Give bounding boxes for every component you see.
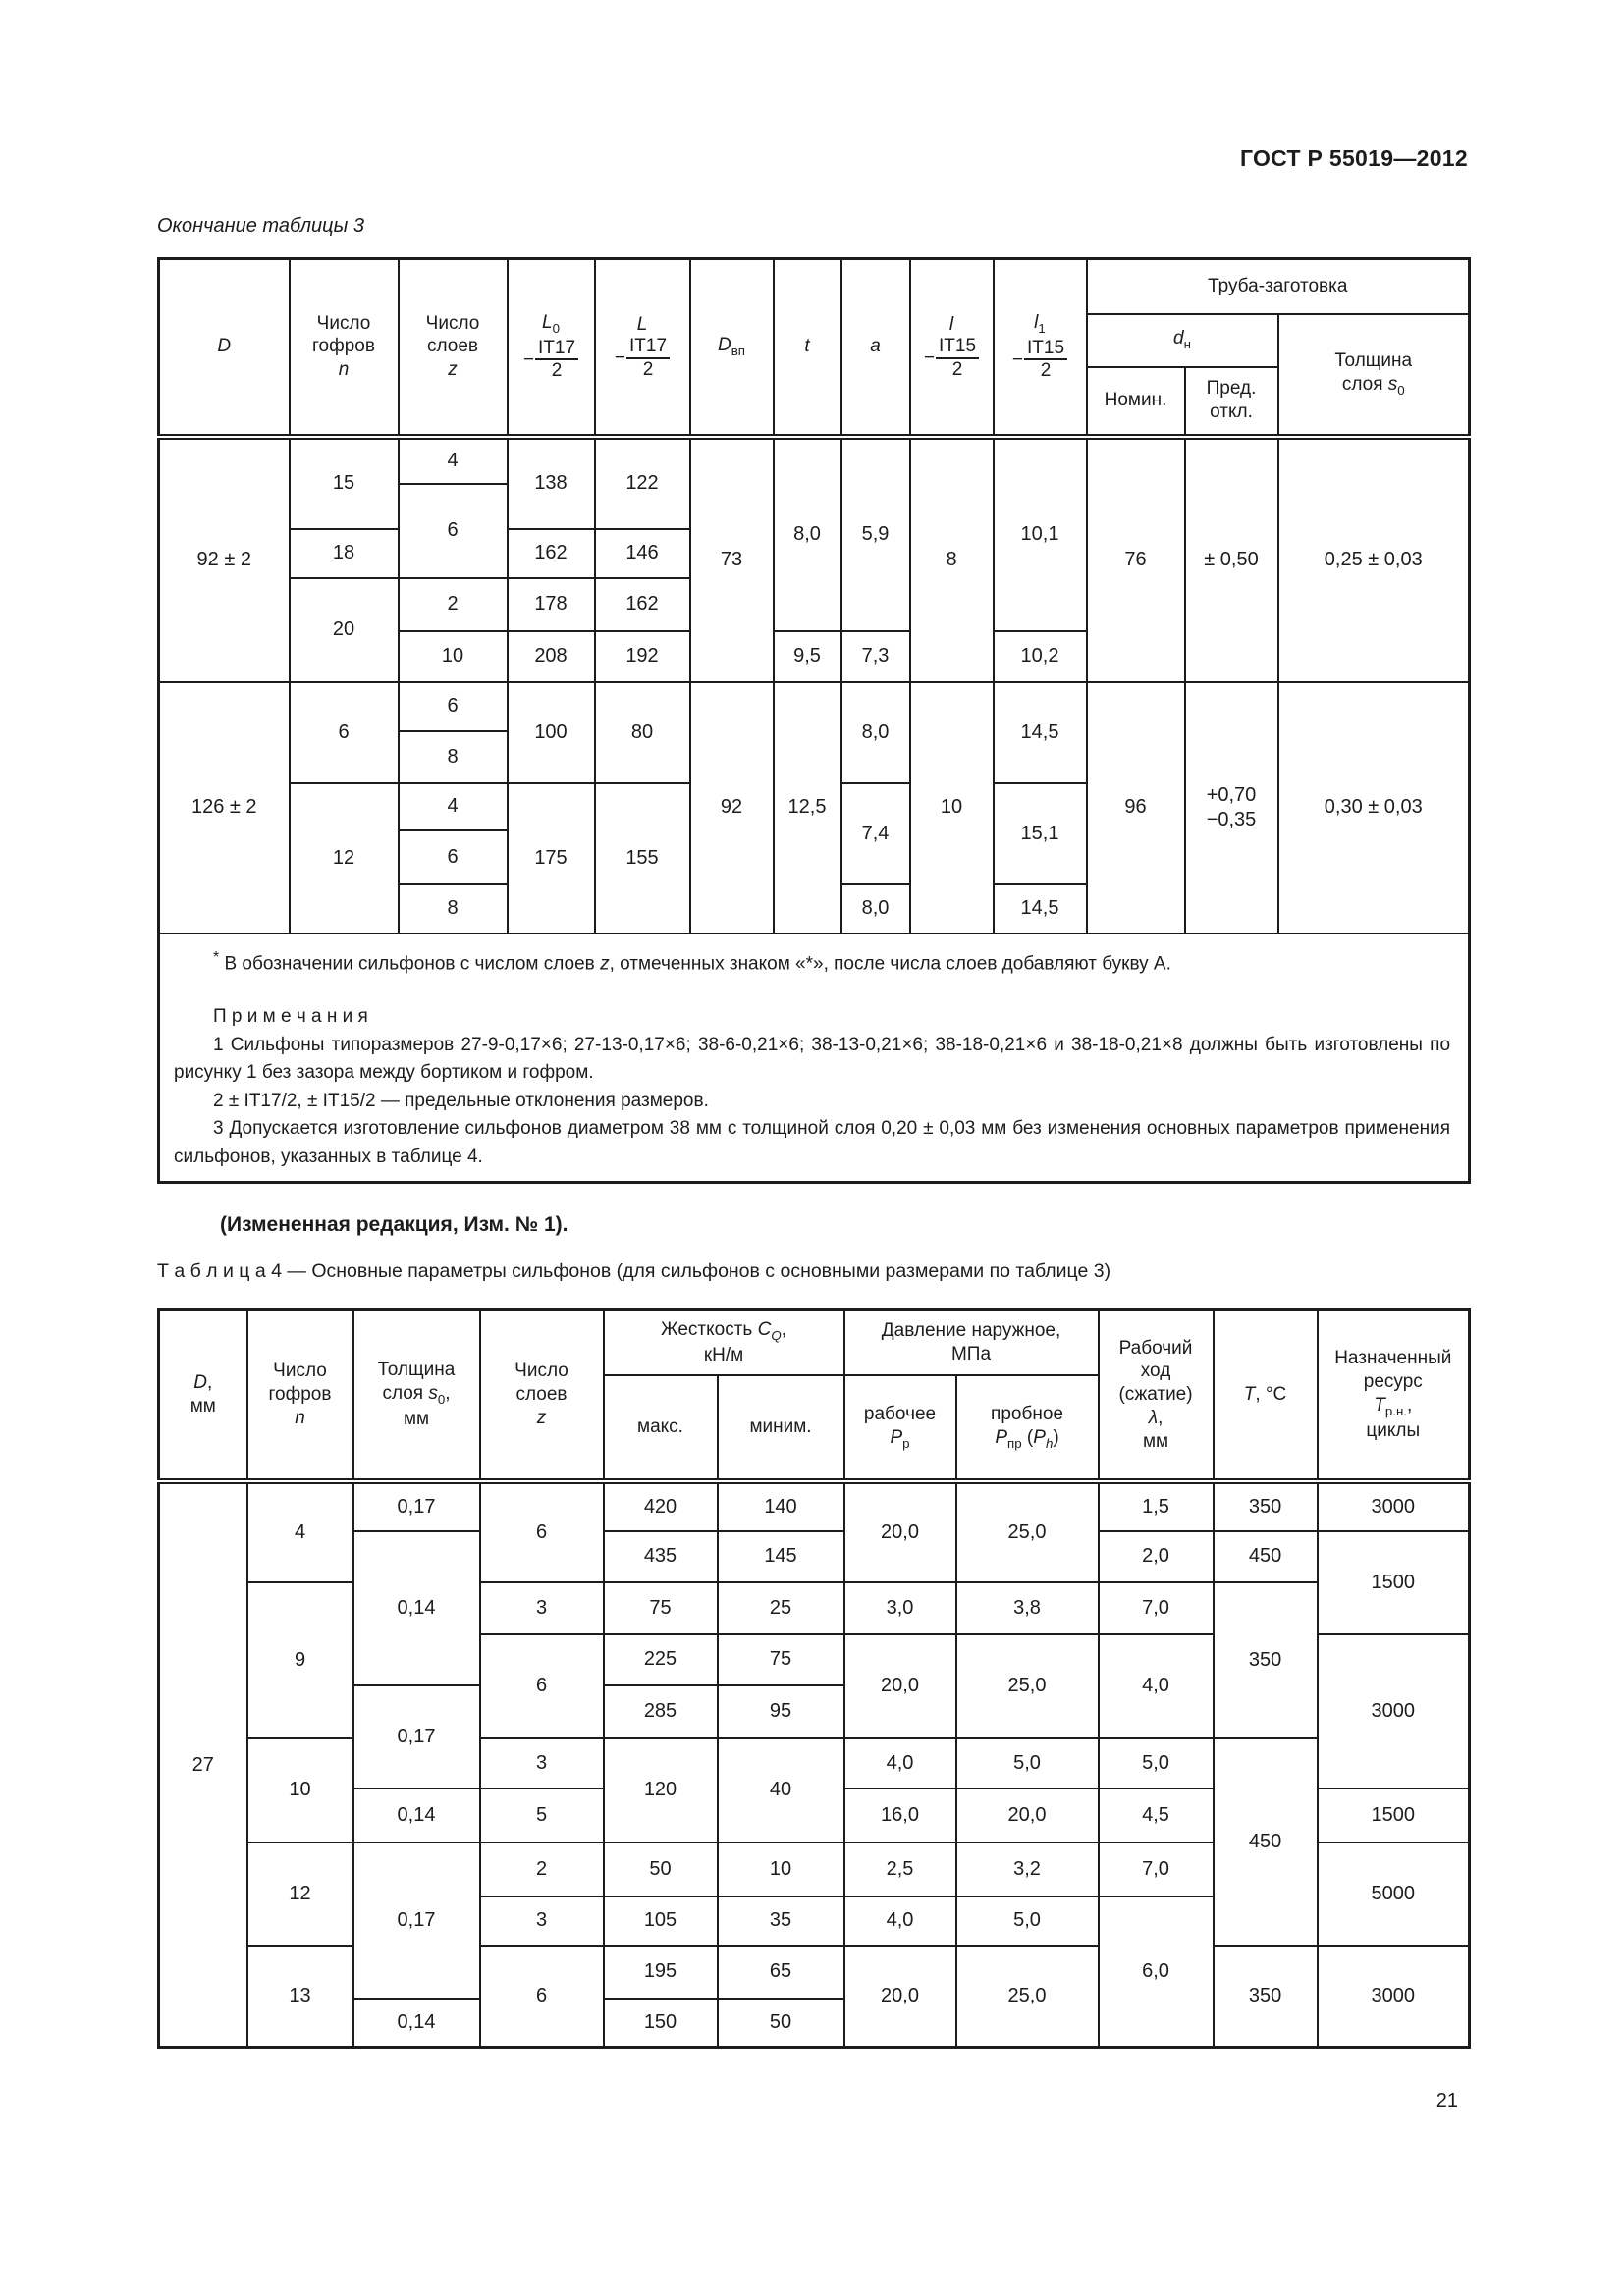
data-cell: 0,17 <box>353 1481 480 1531</box>
data-cell: 350 <box>1214 1946 1318 2048</box>
data-cell: 20,0 <box>956 1789 1099 1842</box>
data-cell: 18 <box>290 529 399 578</box>
gost-doc-code: ГОСТ Р 55019—2012 <box>1239 145 1468 171</box>
data-cell: 145 <box>718 1531 844 1582</box>
data-cell: 350 <box>1214 1582 1318 1738</box>
data-cell: 95 <box>718 1685 844 1738</box>
data-cell: 140 <box>718 1481 844 1531</box>
data-cell: 7,4 <box>841 783 910 884</box>
data-cell: 0,17 <box>353 1842 480 1999</box>
table-3-bellows-dimensions <box>157 257 1471 1184</box>
data-cell: 25,0 <box>956 1946 1099 2048</box>
data-cell: 450 <box>1214 1531 1318 1582</box>
data-cell: 4,0 <box>1099 1634 1214 1738</box>
data-cell: 8 <box>910 437 994 682</box>
col-min: миним. <box>718 1375 844 1481</box>
data-cell: 2,5 <box>844 1842 956 1896</box>
data-cell: 20 <box>290 578 399 682</box>
tolerance-fraction: − IT17 2 <box>523 338 578 383</box>
tolerance-fraction: − IT17 2 <box>615 336 670 381</box>
data-cell: 4 <box>247 1481 353 1582</box>
data-cell: 4,5 <box>1099 1789 1214 1842</box>
data-cell: 195 <box>604 1946 718 1999</box>
col-s0: Толщина слоя $s_0$ <box>1278 314 1470 437</box>
data-cell: 8,0 <box>841 884 910 934</box>
data-cell: 126 ± 2 <box>159 682 290 934</box>
col-L0: $L_0$ − IT17 2 <box>508 259 595 437</box>
group-stiffness: Жесткость $C_Q$, кН/м <box>604 1310 844 1375</box>
data-cell: 8 <box>399 884 508 934</box>
data-cell: 162 <box>508 529 595 578</box>
data-cell: 100 <box>508 682 595 783</box>
col-D-mm: D, мм <box>159 1310 247 1481</box>
data-cell: 50 <box>718 1999 844 2048</box>
data-cell: 120 <box>604 1738 718 1842</box>
data-cell: 92 ± 2 <box>159 437 290 682</box>
data-cell: 5,9 <box>841 437 910 631</box>
col-test-pressure: пробное $P_{пр}$ $(P_h)$ <box>956 1375 1099 1481</box>
table3-continuation-caption: Окончание таблицы 3 <box>157 215 365 237</box>
data-cell: 6 <box>399 830 508 884</box>
col-l1: $l_1$ − IT15 2 <box>994 259 1087 437</box>
table3-footnote: * В обозначении сильфонов с числом слоев z, отмеченных знаком «*», после числа слоев добавляют букву А. <box>213 948 1171 974</box>
group-tube-blank: Труба-заготовка <box>1087 259 1470 314</box>
tolerance-fraction: − IT15 2 <box>1012 338 1067 383</box>
data-cell: 6 <box>480 1634 604 1738</box>
data-cell: 3 <box>480 1896 604 1946</box>
col-a: a <box>841 259 910 437</box>
data-cell: 12 <box>290 783 399 934</box>
data-cell: 4,0 <box>844 1738 956 1789</box>
data-cell: 3000 <box>1318 1946 1470 2048</box>
data-cell: 8,0 <box>841 682 910 783</box>
data-cell: 25,0 <box>956 1634 1099 1738</box>
data-cell: 50 <box>604 1842 718 1896</box>
data-cell: 65 <box>718 1946 844 1999</box>
data-cell: 75 <box>718 1634 844 1685</box>
data-cell: 0,17 <box>353 1685 480 1789</box>
data-cell: 6 <box>480 1946 604 2048</box>
data-cell: 192 <box>595 631 690 682</box>
col-limit-dev: Пред. откл. <box>1185 367 1278 437</box>
data-cell: 178 <box>508 578 595 631</box>
data-cell: 3,2 <box>956 1842 1099 1896</box>
data-cell: 10,2 <box>994 631 1087 682</box>
data-cell: ± 0,50 <box>1185 437 1278 682</box>
data-cell: 15,1 <box>994 783 1087 884</box>
col-L: L − IT17 2 <box>595 259 690 437</box>
table3-note-item: 3 Допускается изготовление сильфонов диаметром 38 мм с толщиной слоя 0,20 ± 0,03 мм без изменения основных параметров применения сильфонов, указанных в таблице 4. <box>174 1118 1451 1167</box>
data-cell: 14,5 <box>994 682 1087 783</box>
col-l: l − IT15 2 <box>910 259 994 437</box>
col-max: макс. <box>604 1375 718 1481</box>
data-cell: 14,5 <box>994 884 1087 934</box>
table3-note-item: 2 ± IT17/2, ± IT15/2 — предельные отклонения размеров. <box>213 1090 709 1111</box>
data-cell: 350 <box>1214 1481 1318 1531</box>
col-s0-mm: Толщина слоя $s_0$, мм <box>353 1310 480 1481</box>
data-cell: 6,0 <box>1099 1896 1214 2048</box>
data-cell: 25,0 <box>956 1481 1099 1582</box>
data-cell: 0,14 <box>353 1531 480 1685</box>
data-cell: +0,70 −0,35 <box>1185 682 1278 934</box>
col-nominal: Номин. <box>1087 367 1185 437</box>
col-z: Число слоев z <box>399 259 508 437</box>
data-cell: 105 <box>604 1896 718 1946</box>
data-cell: 3 <box>480 1582 604 1634</box>
data-cell: 16,0 <box>844 1789 956 1842</box>
data-cell: 5,0 <box>956 1738 1099 1789</box>
data-cell: 20,0 <box>844 1481 956 1582</box>
col-working-stroke: Рабочий ход (сжатие) λ, мм <box>1099 1310 1214 1481</box>
table4-caption: Т а б л и ц а 4 — Основные параметры сильфонов (для сильфонов с основными размерами по таблице 3) <box>157 1260 1111 1283</box>
data-cell: 3000 <box>1318 1481 1470 1531</box>
col-working-pressure: рабочее $P_р$ <box>844 1375 956 1481</box>
data-cell: 0,14 <box>353 1999 480 2048</box>
data-cell: 92 <box>690 682 774 934</box>
col-assigned-life: Назначенный ресурс $T_{р.н.}$, циклы <box>1318 1310 1470 1481</box>
data-cell: 138 <box>508 437 595 529</box>
data-cell: 5000 <box>1318 1842 1470 1946</box>
tolerance-fraction: − IT15 2 <box>924 336 979 381</box>
data-cell: 27 <box>159 1481 247 2048</box>
data-cell: 155 <box>595 783 690 934</box>
data-cell: 12 <box>247 1842 353 1946</box>
data-cell: 3,0 <box>844 1582 956 1634</box>
col-z: Число слоев z <box>480 1310 604 1481</box>
col-D: D <box>159 259 290 437</box>
data-cell: 6 <box>399 682 508 731</box>
data-cell: 150 <box>604 1999 718 2048</box>
data-cell: 10 <box>399 631 508 682</box>
data-cell: 2 <box>480 1842 604 1896</box>
col-t: t <box>774 259 841 437</box>
data-cell: 225 <box>604 1634 718 1685</box>
data-cell: 80 <box>595 682 690 783</box>
amendment-note: (Измененная редакция, Изм. № 1). <box>220 1213 568 1237</box>
data-cell: 1500 <box>1318 1531 1470 1634</box>
col-Dvp: $D_{вп}$ <box>690 259 774 437</box>
data-cell: 10 <box>247 1738 353 1842</box>
data-cell: 73 <box>690 437 774 682</box>
table-4-bellows-parameters <box>157 1308 1471 2049</box>
data-cell: 146 <box>595 529 690 578</box>
data-cell: 6 <box>290 682 399 783</box>
data-cell: 76 <box>1087 437 1185 682</box>
table3-note-item: 1 Сильфоны типоразмеров 27-9-0,17×6; 27-13-0,17×6; 38-6-0,21×6; 38-13-0,21×6; 38-18-0,21×6 и 38-18-0,21×8 должны быть изготовлены по рисунку 1 без зазора между бортиком и гофром. <box>174 1034 1451 1084</box>
data-cell: 13 <box>247 1946 353 2048</box>
col-n: Число гофров n <box>247 1310 353 1481</box>
data-cell: 25 <box>718 1582 844 1634</box>
data-cell: 8,0 <box>774 437 841 631</box>
data-cell: 96 <box>1087 682 1185 934</box>
data-cell: 285 <box>604 1685 718 1738</box>
data-cell: 1500 <box>1318 1789 1470 1842</box>
data-cell: 1,5 <box>1099 1481 1214 1531</box>
data-cell: 7,3 <box>841 631 910 682</box>
data-cell: 162 <box>595 578 690 631</box>
data-cell: 7,0 <box>1099 1582 1214 1634</box>
data-cell: 175 <box>508 783 595 934</box>
data-cell: 435 <box>604 1531 718 1582</box>
data-cell: 122 <box>595 437 690 529</box>
data-cell: 9,5 <box>774 631 841 682</box>
data-cell: 450 <box>1214 1738 1318 1946</box>
data-cell: 7,0 <box>1099 1842 1214 1896</box>
data-cell: 40 <box>718 1738 844 1842</box>
data-cell: 2 <box>399 578 508 631</box>
col-n: Число гофров n <box>290 259 399 437</box>
data-cell: 10 <box>718 1842 844 1896</box>
table3-notes <box>159 934 1470 1183</box>
data-cell: 6 <box>480 1481 604 1582</box>
data-cell: 35 <box>718 1896 844 1946</box>
data-cell: 10 <box>910 682 994 934</box>
data-cell: 5,0 <box>956 1896 1099 1946</box>
data-cell: 2,0 <box>1099 1531 1214 1582</box>
page-number: 21 <box>1435 2090 1458 2112</box>
data-cell: 0,30 ± 0,03 <box>1278 682 1470 934</box>
document-page <box>157 0 1468 2112</box>
data-cell: 8 <box>399 731 508 783</box>
data-cell: 4,0 <box>844 1896 956 1946</box>
data-cell: 0,25 ± 0,03 <box>1278 437 1470 682</box>
data-cell: 20,0 <box>844 1946 956 2048</box>
data-cell: 208 <box>508 631 595 682</box>
data-cell: 3000 <box>1318 1634 1470 1789</box>
data-cell: 20,0 <box>844 1634 956 1738</box>
group-external-pressure: Давление наружное, МПа <box>844 1310 1099 1375</box>
col-temperature: T, °С <box>1214 1310 1318 1481</box>
data-cell: 12,5 <box>774 682 841 934</box>
group-dn: $d_н$ <box>1087 314 1278 367</box>
data-cell: 4 <box>399 783 508 830</box>
data-cell: 0,14 <box>353 1789 480 1842</box>
data-cell: 6 <box>399 484 508 578</box>
data-cell: 10,1 <box>994 437 1087 631</box>
data-cell: 4 <box>399 437 508 484</box>
data-cell: 3 <box>480 1738 604 1789</box>
data-cell: 5 <box>480 1789 604 1842</box>
table3-notes-heading: П р и м е ч а н и я <box>213 1006 368 1028</box>
data-cell: 5,0 <box>1099 1738 1214 1789</box>
data-cell: 15 <box>290 437 399 529</box>
data-cell: 3,8 <box>956 1582 1099 1634</box>
data-cell: 420 <box>604 1481 718 1531</box>
data-cell: 9 <box>247 1582 353 1738</box>
data-cell: 75 <box>604 1582 718 1634</box>
